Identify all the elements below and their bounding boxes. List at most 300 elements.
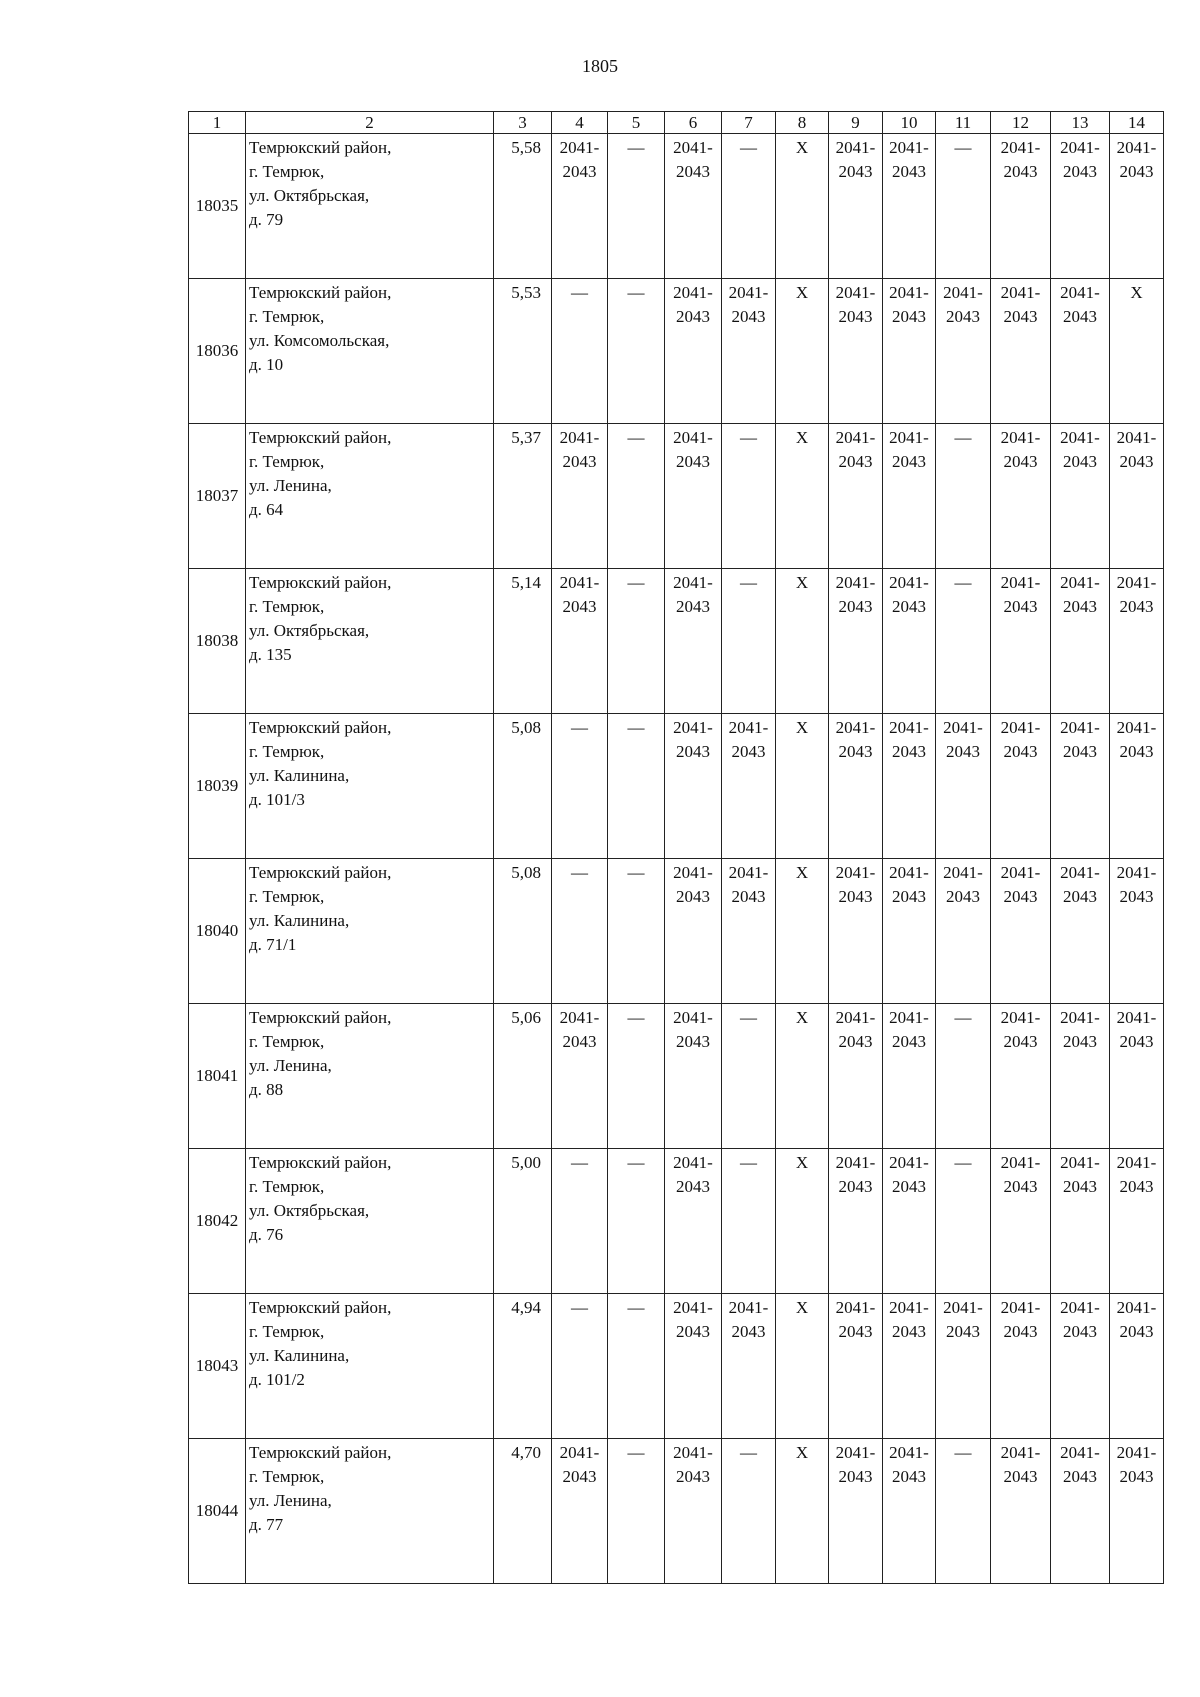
area-cell: 5,08 [494, 859, 552, 1004]
period-value: 2041- 2043 [835, 1153, 876, 1196]
period-cell-col-11 [936, 134, 991, 279]
table-row [189, 859, 1164, 1004]
period-value: 2041- 2043 [1116, 1153, 1157, 1196]
period-value: 2041- 2043 [1116, 863, 1157, 906]
period-cell-col-14 [1110, 1004, 1164, 1149]
area-cell: 4,94 [494, 1294, 552, 1439]
period-value: — [740, 1153, 757, 1172]
period-cell-col-12 [991, 424, 1051, 569]
period-cell-col-8 [776, 1439, 829, 1584]
period-cell-col-14 [1110, 1294, 1164, 1439]
period-cell-col-9 [829, 859, 883, 1004]
period-cell-col-8 [776, 1004, 829, 1149]
period-cell-col-8 [776, 279, 829, 424]
column-header-8: 8 [776, 112, 829, 134]
period-cell-col-12 [991, 1149, 1051, 1294]
table-row [189, 279, 1164, 424]
period-value: X [795, 138, 809, 157]
address-cell [246, 424, 494, 569]
address-line: г. Темрюк, [249, 597, 325, 616]
row-number: 18044 [189, 1439, 246, 1584]
period-cell-col-13 [1051, 1294, 1110, 1439]
address-line: г. Темрюк, [249, 1177, 325, 1196]
address-line: д. 71/1 [249, 935, 297, 954]
register-table [188, 111, 1164, 1584]
period-value: 2041- 2043 [1116, 1298, 1157, 1341]
period-value: — [571, 718, 588, 737]
column-header-9: 9 [829, 112, 883, 134]
period-cell-col-14 [1110, 1439, 1164, 1584]
address-line: ул. Ленина, [249, 1056, 332, 1075]
period-value: 2041- 2043 [835, 283, 876, 326]
period-value: — [627, 863, 645, 882]
address-line: Темрюкский район, [249, 283, 392, 302]
period-cell-col-12 [991, 859, 1051, 1004]
period-value: — [571, 1153, 588, 1172]
period-cell-col-6 [665, 424, 722, 569]
area-cell: 5,58 [494, 134, 552, 279]
address-line: Темрюкский район, [249, 138, 392, 157]
period-cell-col-7 [722, 569, 776, 714]
period-cell-col-6 [665, 714, 722, 859]
address-line: г. Темрюк, [249, 307, 325, 326]
address-cell [246, 279, 494, 424]
address-line: д. 101/3 [249, 790, 305, 809]
period-cell-col-8 [776, 1294, 829, 1439]
row-number: 18042 [189, 1149, 246, 1294]
period-value: X [795, 1298, 809, 1317]
period-cell-col-4 [552, 1004, 608, 1149]
period-value: — [627, 1298, 645, 1317]
period-cell-col-4 [552, 569, 608, 714]
period-value: — [740, 428, 757, 447]
address-line: ул. Ленина, [249, 1491, 332, 1510]
period-value: 2041- 2043 [559, 573, 600, 616]
period-value: — [627, 1008, 645, 1027]
period-value: 2041- 2043 [1000, 1153, 1041, 1196]
period-value: 2041- 2043 [1060, 718, 1100, 761]
period-cell-col-14 [1110, 279, 1164, 424]
table-row [189, 569, 1164, 714]
period-value: 2041- 2043 [943, 718, 983, 761]
period-cell-col-13 [1051, 569, 1110, 714]
address-cell [246, 134, 494, 279]
period-value: X [795, 1443, 809, 1462]
period-cell-col-13 [1051, 279, 1110, 424]
period-cell-col-6 [665, 1294, 722, 1439]
column-header-6: 6 [665, 112, 722, 134]
period-cell-col-5 [608, 1149, 665, 1294]
page-number: 1805 [582, 56, 618, 76]
address-line: Темрюкский район, [249, 1443, 392, 1462]
period-cell-col-12 [991, 1439, 1051, 1584]
period-cell-col-13 [1051, 1149, 1110, 1294]
period-value: — [740, 573, 757, 592]
table-row [189, 1149, 1164, 1294]
period-value: 2041- 2043 [1000, 718, 1041, 761]
row-number: 18039 [189, 714, 246, 859]
period-cell-col-4 [552, 1149, 608, 1294]
period-value: 2041- 2043 [673, 1008, 713, 1051]
period-value: 2041- 2043 [1116, 1443, 1157, 1486]
address-line: ул. Калинина, [249, 766, 350, 785]
period-value: 2041- 2043 [559, 1443, 600, 1486]
period-value: 2041- 2043 [673, 1298, 713, 1341]
column-header-13: 13 [1051, 112, 1110, 134]
period-value: 2041- 2043 [673, 863, 713, 906]
period-cell-col-12 [991, 714, 1051, 859]
column-header-7: 7 [722, 112, 776, 134]
period-cell-col-6 [665, 1149, 722, 1294]
period-value: X [795, 573, 809, 592]
period-value: 2041- 2043 [1116, 428, 1157, 471]
period-cell-col-10 [883, 424, 936, 569]
period-cell-col-4 [552, 859, 608, 1004]
period-cell-col-4 [552, 279, 608, 424]
period-cell-col-4 [552, 424, 608, 569]
period-cell-col-14 [1110, 1149, 1164, 1294]
period-cell-col-9 [829, 424, 883, 569]
address-line: ул. Комсомольская, [249, 331, 390, 350]
row-number: 18041 [189, 1004, 246, 1149]
period-value: 2041- 2043 [1000, 283, 1041, 326]
address-cell [246, 1149, 494, 1294]
column-header-12: 12 [991, 112, 1051, 134]
period-value: — [571, 863, 588, 882]
address-line: д. 77 [249, 1515, 284, 1534]
period-value: 2041- 2043 [835, 863, 876, 906]
row-number: 18043 [189, 1294, 246, 1439]
address-line: г. Темрюк, [249, 1322, 325, 1341]
period-value: 2041- 2043 [1060, 573, 1100, 616]
period-cell-col-11 [936, 1439, 991, 1584]
column-header-2: 2 [246, 112, 494, 134]
period-cell-col-5 [608, 714, 665, 859]
period-cell-col-10 [883, 569, 936, 714]
period-value: X [1130, 283, 1143, 302]
period-cell-col-5 [608, 1294, 665, 1439]
period-value: 2041- 2043 [1060, 1153, 1100, 1196]
period-value: 2041- 2043 [835, 428, 876, 471]
period-value: — [954, 138, 972, 157]
period-cell-col-7 [722, 279, 776, 424]
period-cell-col-7 [722, 134, 776, 279]
period-value: 2041- 2043 [673, 1443, 713, 1486]
address-line: г. Темрюк, [249, 887, 325, 906]
period-cell-col-8 [776, 424, 829, 569]
period-cell-col-6 [665, 1004, 722, 1149]
period-cell-col-9 [829, 1294, 883, 1439]
address-line: д. 10 [249, 355, 284, 374]
address-line: д. 76 [249, 1225, 284, 1244]
period-cell-col-5 [608, 424, 665, 569]
address-cell [246, 859, 494, 1004]
period-cell-col-8 [776, 714, 829, 859]
table-row [189, 134, 1164, 279]
period-cell-col-11 [936, 859, 991, 1004]
table-row [189, 1439, 1164, 1584]
address-line: д. 79 [249, 210, 284, 229]
period-cell-col-5 [608, 134, 665, 279]
period-cell-col-11 [936, 1294, 991, 1439]
period-cell-col-6 [665, 279, 722, 424]
table-body [189, 134, 1164, 1584]
row-number: 18037 [189, 424, 246, 569]
period-value: 2041- 2043 [889, 863, 929, 906]
period-value: — [627, 1153, 645, 1172]
period-value: — [627, 428, 645, 447]
period-cell-col-12 [991, 279, 1051, 424]
address-line: Темрюкский район, [249, 718, 392, 737]
period-value: 2041- 2043 [835, 1298, 876, 1341]
period-cell-col-14 [1110, 569, 1164, 714]
address-line: Темрюкский район, [249, 573, 392, 592]
period-cell-col-10 [883, 1149, 936, 1294]
period-value: 2041- 2043 [728, 718, 769, 761]
period-cell-col-14 [1110, 134, 1164, 279]
period-cell-col-6 [665, 569, 722, 714]
period-value: 2041- 2043 [889, 138, 929, 181]
row-number: 18040 [189, 859, 246, 1004]
period-value: 2041- 2043 [835, 573, 876, 616]
period-value: 2041- 2043 [1116, 1008, 1157, 1051]
period-value: 2041- 2043 [673, 1153, 713, 1196]
period-value: X [795, 1008, 809, 1027]
area-cell: 5,00 [494, 1149, 552, 1294]
period-value: X [795, 1153, 809, 1172]
address-line: ул. Калинина, [249, 911, 350, 930]
column-header-14: 14 [1110, 112, 1164, 134]
period-value: 2041- 2043 [943, 1298, 983, 1341]
address-line: Темрюкский район, [249, 428, 392, 447]
period-value: 2041- 2043 [835, 1443, 876, 1486]
period-value: 2041- 2043 [889, 718, 929, 761]
address-line: Темрюкский район, [249, 863, 392, 882]
period-cell-col-11 [936, 424, 991, 569]
period-value: 2041- 2043 [1060, 1298, 1100, 1341]
area-cell: 5,06 [494, 1004, 552, 1149]
period-cell-col-10 [883, 714, 936, 859]
period-value: 2041- 2043 [673, 428, 713, 471]
period-value: 2041- 2043 [889, 573, 929, 616]
address-line: г. Темрюк, [249, 162, 325, 181]
address-line: г. Темрюк, [249, 742, 325, 761]
period-cell-col-9 [829, 134, 883, 279]
column-header-5: 5 [608, 112, 665, 134]
period-cell-col-7 [722, 424, 776, 569]
period-cell-col-6 [665, 134, 722, 279]
period-cell-col-6 [665, 1439, 722, 1584]
period-value: 2041- 2043 [1000, 138, 1041, 181]
period-value: 2041- 2043 [1116, 573, 1157, 616]
period-value: X [795, 428, 809, 447]
period-cell-col-10 [883, 859, 936, 1004]
area-cell: 5,37 [494, 424, 552, 569]
period-cell-col-4 [552, 1294, 608, 1439]
table-row [189, 424, 1164, 569]
period-cell-col-7 [722, 1439, 776, 1584]
period-cell-col-11 [936, 1004, 991, 1149]
row-number: 18036 [189, 279, 246, 424]
period-value: — [627, 718, 645, 737]
address-line: Темрюкский район, [249, 1298, 392, 1317]
period-value: 2041- 2043 [889, 1008, 929, 1051]
area-cell: 5,14 [494, 569, 552, 714]
period-cell-col-9 [829, 714, 883, 859]
period-cell-col-13 [1051, 859, 1110, 1004]
period-value: 2041- 2043 [1116, 718, 1157, 761]
address-line: ул. Октябрьская, [249, 621, 370, 640]
address-line: ул. Октябрьская, [249, 186, 370, 205]
address-line: г. Темрюк, [249, 452, 325, 471]
period-value: 2041- 2043 [835, 718, 876, 761]
period-cell-col-5 [608, 1004, 665, 1149]
period-cell-col-13 [1051, 1004, 1110, 1149]
period-value: 2041- 2043 [673, 283, 713, 326]
period-cell-col-12 [991, 569, 1051, 714]
period-value: — [627, 283, 645, 302]
period-value: 2041- 2043 [1060, 283, 1100, 326]
area-cell: 4,70 [494, 1439, 552, 1584]
period-value: 2041- 2043 [889, 283, 929, 326]
period-cell-col-9 [829, 569, 883, 714]
period-cell-col-7 [722, 859, 776, 1004]
address-line: Темрюкский район, [249, 1153, 392, 1172]
period-value: 2041- 2043 [728, 1298, 769, 1341]
period-value: 2041- 2043 [559, 428, 600, 471]
period-cell-col-13 [1051, 424, 1110, 569]
period-value: 2041- 2043 [728, 283, 769, 326]
period-cell-col-14 [1110, 424, 1164, 569]
period-value: 2041- 2043 [673, 573, 713, 616]
address-cell [246, 1439, 494, 1584]
period-cell-col-7 [722, 1004, 776, 1149]
period-cell-col-9 [829, 279, 883, 424]
period-cell-col-7 [722, 1294, 776, 1439]
period-value: 2041- 2043 [943, 863, 983, 906]
period-cell-col-8 [776, 134, 829, 279]
period-value: — [954, 428, 972, 447]
address-line: д. 88 [249, 1080, 284, 1099]
period-cell-col-9 [829, 1149, 883, 1294]
address-line: ул. Ленина, [249, 476, 332, 495]
period-value: X [795, 283, 809, 302]
period-cell-col-9 [829, 1439, 883, 1584]
period-value: 2041- 2043 [835, 138, 876, 181]
period-value: 2041- 2043 [1000, 863, 1041, 906]
period-cell-col-9 [829, 1004, 883, 1149]
column-header-4: 4 [552, 112, 608, 134]
address-cell [246, 569, 494, 714]
period-cell-col-8 [776, 1149, 829, 1294]
column-header-11: 11 [936, 112, 991, 134]
period-value: — [954, 1008, 972, 1027]
address-line: г. Темрюк, [249, 1467, 325, 1486]
period-value: — [740, 1443, 757, 1462]
period-cell-col-4 [552, 134, 608, 279]
period-value: 2041- 2043 [889, 428, 929, 471]
period-value: 2041- 2043 [673, 138, 713, 181]
period-value: — [740, 138, 757, 157]
period-value: 2041- 2043 [1060, 863, 1100, 906]
period-value: 2041- 2043 [728, 863, 769, 906]
period-value: 2041- 2043 [1000, 1443, 1041, 1486]
period-cell-col-11 [936, 1149, 991, 1294]
row-number: 18038 [189, 569, 246, 714]
table-row [189, 1004, 1164, 1149]
period-value: 2041- 2043 [889, 1298, 929, 1341]
period-value: 2041- 2043 [559, 1008, 600, 1051]
period-value: — [740, 1008, 757, 1027]
period-cell-col-10 [883, 1439, 936, 1584]
header-row [189, 112, 1164, 134]
period-cell-col-11 [936, 714, 991, 859]
address-cell [246, 714, 494, 859]
period-cell-col-8 [776, 569, 829, 714]
period-cell-col-5 [608, 1439, 665, 1584]
period-cell-col-4 [552, 1439, 608, 1584]
period-cell-col-7 [722, 714, 776, 859]
period-cell-col-4 [552, 714, 608, 859]
period-cell-col-10 [883, 279, 936, 424]
period-value: 2041- 2043 [1116, 138, 1157, 181]
period-cell-col-10 [883, 134, 936, 279]
address-line: г. Темрюк, [249, 1032, 325, 1051]
address-line: д. 101/2 [249, 1370, 305, 1389]
period-value: 2041- 2043 [673, 718, 713, 761]
period-cell-col-6 [665, 859, 722, 1004]
period-cell-col-11 [936, 569, 991, 714]
period-cell-col-10 [883, 1004, 936, 1149]
period-cell-col-12 [991, 1004, 1051, 1149]
address-cell [246, 1294, 494, 1439]
period-value: 2041- 2043 [1060, 1443, 1100, 1486]
address-line: д. 135 [249, 645, 292, 664]
address-line: ул. Октябрьская, [249, 1201, 370, 1220]
period-value: — [954, 1153, 972, 1172]
column-header-10: 10 [883, 112, 936, 134]
period-cell-col-8 [776, 859, 829, 1004]
period-cell-col-12 [991, 1294, 1051, 1439]
column-header-3: 3 [494, 112, 552, 134]
period-cell-col-10 [883, 1294, 936, 1439]
period-value: 2041- 2043 [1000, 573, 1041, 616]
period-cell-col-12 [991, 134, 1051, 279]
period-cell-col-5 [608, 859, 665, 1004]
area-cell: 5,08 [494, 714, 552, 859]
period-value: — [627, 573, 645, 592]
period-cell-col-13 [1051, 714, 1110, 859]
period-value: 2041- 2043 [943, 283, 983, 326]
period-value: 2041- 2043 [1060, 1008, 1100, 1051]
period-value: 2041- 2043 [1000, 1298, 1041, 1341]
table-row [189, 1294, 1164, 1439]
period-value: X [795, 718, 809, 737]
period-value: — [954, 573, 972, 592]
address-line: ул. Калинина, [249, 1346, 350, 1365]
period-value: — [954, 1443, 972, 1462]
address-line: д. 64 [249, 500, 284, 519]
period-value: 2041- 2043 [1060, 138, 1100, 181]
period-value: 2041- 2043 [835, 1008, 876, 1051]
table-row [189, 714, 1164, 859]
period-value: 2041- 2043 [1000, 1008, 1041, 1051]
period-value: X [795, 863, 809, 882]
period-cell-col-7 [722, 1149, 776, 1294]
period-cell-col-13 [1051, 1439, 1110, 1584]
period-value: 2041- 2043 [1060, 428, 1100, 471]
column-header-1: 1 [189, 112, 246, 134]
